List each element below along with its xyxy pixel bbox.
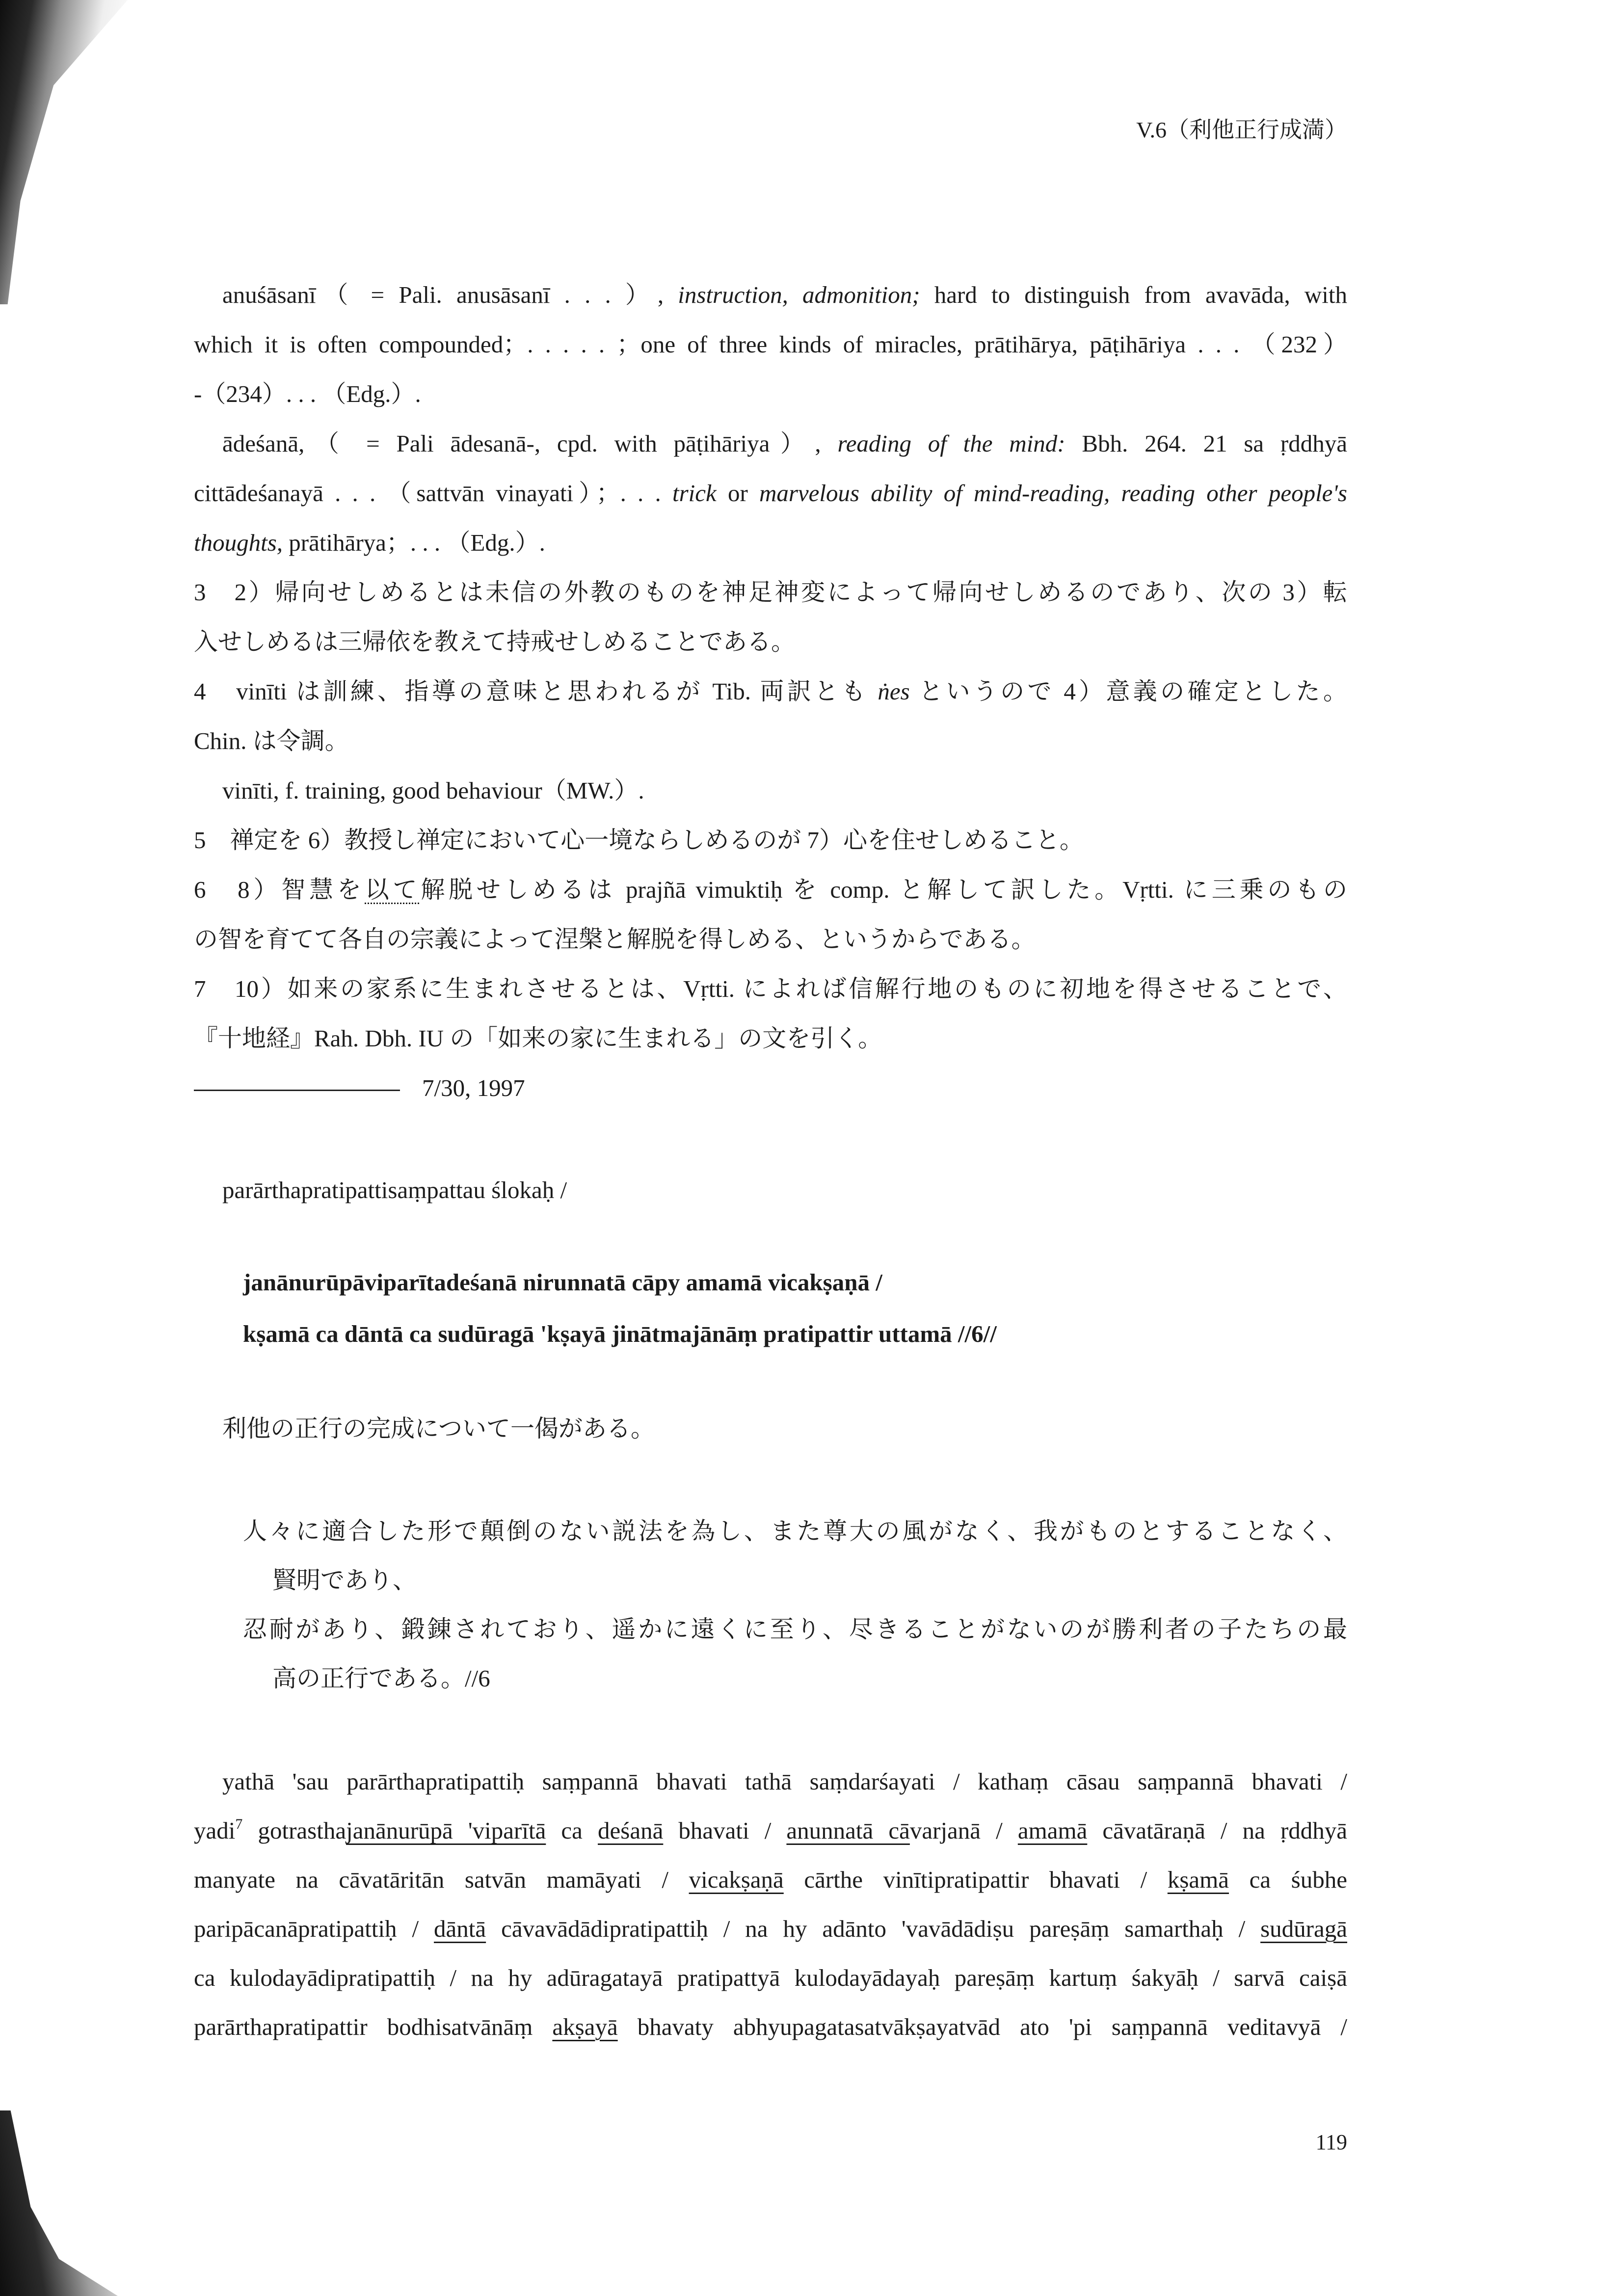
commentary-text: varjanā / <box>909 1817 1018 1844</box>
underlined-term: amamā <box>1017 1817 1088 1844</box>
underlined-term: dāntā <box>434 1915 486 1942</box>
note-text: anuśāsanī（ = Pali. anusāsanī . . . ）, <box>222 281 678 308</box>
note-text: ādeśanā,（ = Pali ādesanā-, cpd. with pāṭihāriya）, <box>222 430 838 457</box>
note-text: vinīti, f. training, good behaviour（MW.）. <box>222 777 644 804</box>
translation-intro: 利他の正行の完成について一偈がある。 <box>222 1415 655 1442</box>
translation-line: 人々に適合した形で顛倒のない説法を為し、また尊大の風がなく、我がものとすることなく、 <box>243 1518 1347 1545</box>
note-line <box>194 766 1347 815</box>
italic-gloss: marvelous ability of mind-reading, reading other people's <box>759 480 1347 507</box>
note-text: 3 2）帰向せしめるとは未信の外教のものを神足神変によって帰向せしめるのであり、次の 3）転 <box>194 579 1347 606</box>
sloka-heading-block <box>194 1165 1347 1215</box>
note-line <box>194 518 1347 567</box>
note-line <box>194 617 1347 667</box>
footnote-marker: 7 <box>235 1816 243 1832</box>
scan-edge-shadow-top <box>0 0 128 304</box>
verse-line: kṣamā ca dāntā ca sudūragā 'kṣayā jinātmajānāṃ pratipattir uttamā //6// <box>243 1320 997 1347</box>
running-head: V.6（利他正行成満） <box>1136 117 1347 142</box>
note-text: Bbh. 264. 21 sa ṛddhyā <box>1065 430 1347 457</box>
date: 7/30, 1997 <box>422 1074 525 1101</box>
note-line <box>194 369 1347 419</box>
commentary-line <box>194 1806 1347 1855</box>
note-text: 4 vinīti は訓練、指導の意味と思われるが Tib. 両訳とも <box>194 678 878 705</box>
note-text: 7 10）如来の家系に生まれさせるとは、Vṛtti. によれば信解行地のものに初地を得させることで、 <box>194 975 1347 1002</box>
underlined-term: deśanā <box>598 1817 664 1844</box>
underlined-term: janānurūpā 'viparītā <box>346 1817 546 1844</box>
translation-line: 忍耐があり、鍛錬されており、遥かに遠くに至り、尽きることがないのが勝利者の子たちの最 <box>243 1616 1347 1643</box>
note-text: の智を育てて各自の宗義によって涅槃と解脱を得しめる、というからである。 <box>194 926 1036 953</box>
translation-block <box>194 1507 1347 1703</box>
translation-line: 賢明であり、 <box>272 1567 417 1594</box>
note-text: 入せしめるは三帰依を教えて持戒せしめることである。 <box>194 628 796 655</box>
note-text: 『十地経』Rah. Dbh. IU の「如来の家に生まれる」の文を引く。 <box>194 1025 882 1052</box>
italic-gloss: reading of the mind: <box>837 430 1065 457</box>
commentary-text: ca <box>546 1817 598 1844</box>
note-line <box>194 716 1347 766</box>
verse-block <box>194 1256 1347 1360</box>
note-text: or <box>716 480 759 507</box>
footnotes-block <box>194 270 1347 1113</box>
commentary-text: cāvavādādipratipattiḥ / na hy adānto 'vavādādiṣu pareṣāṃ samarthaḥ / <box>486 1915 1261 1942</box>
commentary-text: manyate na cāvatāritān satvān mamāyati / <box>194 1866 689 1893</box>
note-line <box>194 468 1347 518</box>
note-text: -（234）. . . （Edg.）. <box>194 380 421 407</box>
note-text: Chin. は令調。 <box>194 727 349 754</box>
translation-line: 高の正行である。//6 <box>272 1665 490 1692</box>
commentary-text: cāvatāraṇā / na ṛddhyā <box>1087 1817 1347 1844</box>
page-number: 119 <box>1315 2130 1347 2154</box>
note-line <box>194 567 1347 617</box>
commentary-text: bhavaty abhyupagatasatvākṣayatvād ato 'pi saṃpannā veditavyā / <box>617 2013 1347 2040</box>
scan-edge-shadow-bottom <box>0 2110 118 2296</box>
commentary-text: parārthapratipattir bodhisatvānāṃ <box>194 2013 553 2040</box>
verse-line: janānurūpāviparītadeśanā nirunnatā cāpy amamā vicakṣaṇā / <box>243 1269 882 1296</box>
commentary-line <box>194 1953 1347 2002</box>
underlined-term: vicakṣaṇā <box>689 1866 784 1893</box>
underlined-term: akṣayā <box>552 2013 618 2040</box>
commentary-text: ca kulodayādipratipattiḥ / na hy adūragatayā pratipattyā kulodayādayaḥ pareṣāṃ kartuṃ śakyāḥ / sarvā caiṣā <box>194 1964 1347 1991</box>
commentary-text: ca śubhe <box>1229 1866 1347 1893</box>
separator-rule <box>194 1090 400 1091</box>
note-text: 解脱せしめるは prajñā vimuktiḥ を comp. と解して訳した。Vṛtti. に三乗のもの <box>421 876 1347 903</box>
note-text: というので 4）意義の確定とした。 <box>909 678 1347 705</box>
italic-gloss: instruction, admonition; <box>678 281 920 308</box>
underlined-term: kṣamā <box>1167 1866 1229 1893</box>
commentary-line <box>194 1757 1347 1806</box>
commentary-line <box>194 1904 1347 1953</box>
commentary-text: gotrastha <box>242 1817 346 1844</box>
note-line <box>194 419 1347 468</box>
note-line <box>194 270 1347 320</box>
italic-gloss: thoughts, <box>194 529 283 556</box>
commentary-text: paripācanāpratipattiḥ / <box>194 1915 434 1942</box>
note-line <box>194 914 1347 964</box>
commentary-text: yathā 'sau parārthapratipattiḥ saṃpannā bhavati tathā saṃdarśayati / kathaṃ cāsau saṃpannā bhavati / <box>222 1768 1347 1795</box>
commentary-text: bhavati / <box>663 1817 787 1844</box>
note-text: prātihārya；. . . （Edg.）. <box>283 529 545 556</box>
note-text: which it is often compounded；. . . . . ；one of three kinds of miracles, prātihārya, pāṭihāriya . . . （232） <box>194 331 1347 358</box>
commentary-text: yadi <box>194 1817 236 1844</box>
note-line <box>194 865 1347 914</box>
commentary-line <box>194 2002 1347 2052</box>
note-line <box>194 815 1347 865</box>
date-line <box>194 1063 1347 1113</box>
underlined-term: anunnatā cā <box>786 1817 910 1844</box>
commentary-line <box>194 1855 1347 1904</box>
commentary-text: cārthe vinītipratipattir bhavati / <box>783 1866 1168 1893</box>
note-text: hard to distinguish from avavāda, with <box>920 281 1347 308</box>
commentary-block <box>194 1757 1347 2052</box>
underlined-term: sudūragā <box>1260 1915 1347 1942</box>
italic-term: ṅes <box>878 678 910 705</box>
note-text: 6 8）智慧を <box>194 876 365 903</box>
note-line <box>194 964 1347 1014</box>
sloka-heading: parārthapratipattisaṃpattau ślokaḥ / <box>222 1176 567 1203</box>
note-line <box>194 1014 1347 1063</box>
dotted-emphasis: 以て <box>365 876 421 903</box>
italic-gloss: trick <box>672 480 717 507</box>
note-text: 5 禅定を 6）教授し禅定において心一境ならしめるのが 7）心を住せしめること。 <box>194 827 1084 854</box>
note-line <box>194 667 1347 716</box>
note-line <box>194 320 1347 369</box>
translation-intro-block <box>194 1404 1347 1453</box>
note-text: cittādeśanayā . . . （sattvān vinayati）；. . . <box>194 480 672 507</box>
